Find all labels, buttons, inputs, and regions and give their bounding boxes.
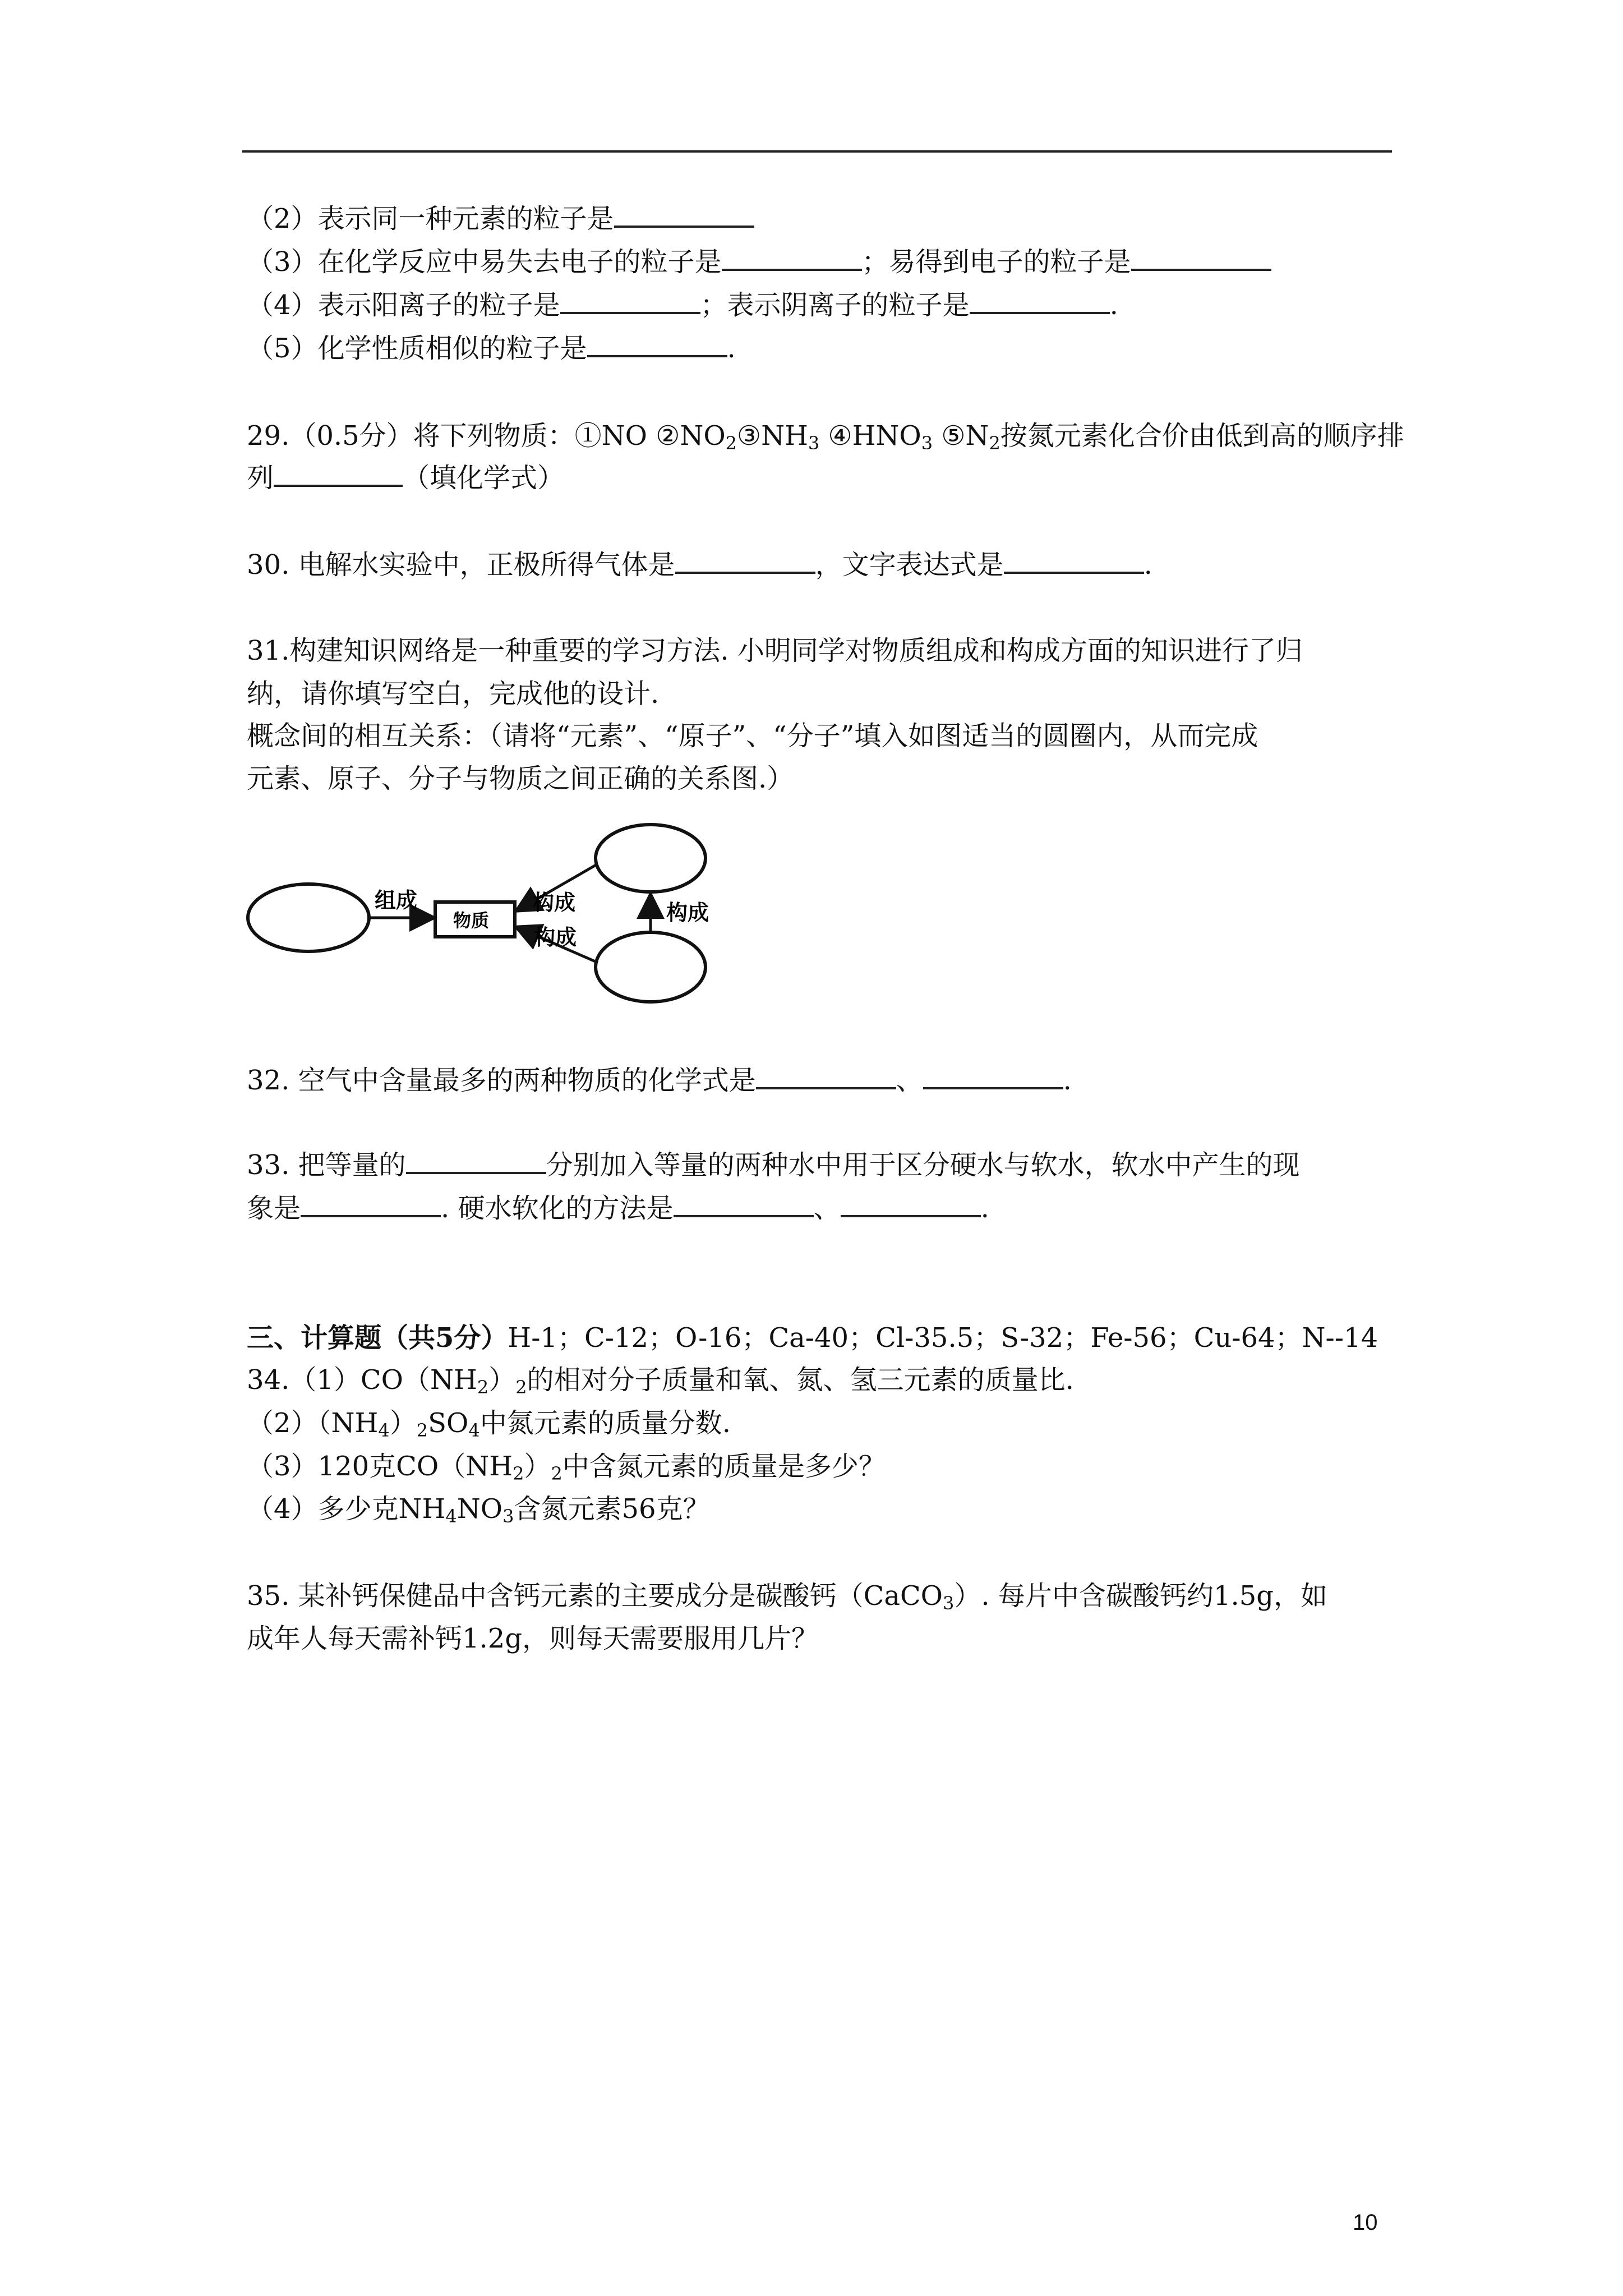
q28-part2: （2）表示同一种元素的粒子是 (247, 202, 754, 236)
answer-blank[interactable] (756, 1065, 896, 1089)
q34-part2: $(2)(NH_4)_2SO_4$中氮元素的质量分数. (247, 1407, 731, 1441)
answer-blank[interactable] (274, 462, 403, 487)
answer-blank[interactable] (587, 333, 727, 357)
answer-blank[interactable] (841, 1193, 981, 1217)
q28-part4: （4）表示阳离子的粒子是 ；表示阴离子的粒子是 . (247, 289, 1118, 321)
section3-heading: 三、计算题（共5分）H-1；C-12；O-16；Ca-40；Cl-35.5；S-32；Fe-56；Cu-64；N--14 (247, 1322, 1378, 1354)
blank-circle-bottom-right[interactable] (596, 932, 706, 1002)
q35-line1: 35. 某补钙保健品中含钙元素的主要成分是碳酸钙（CaCO$_3$）. 每片中含碳酸钙约1.5g，如 (247, 1580, 1327, 1614)
q34-part4: （4）多少克$NH_4NO_3$含氮元素56克？ (247, 1493, 710, 1527)
page-number: 10 (1353, 2210, 1378, 2235)
blank-circle-left[interactable] (248, 884, 369, 951)
answer-blank[interactable] (675, 549, 815, 574)
label-zucheng: 组成 (375, 888, 418, 913)
answer-blank[interactable] (614, 203, 754, 228)
q33-line2: 象是 . 硬水软化的方法是 、 . (247, 1193, 989, 1224)
q31-line4: 元素、原子、分子与物质之间正确的关系图.） (247, 763, 794, 794)
q30: 30. 电解水实验中，正极所得气体是 ，文字表达式是 . (247, 549, 1152, 581)
answer-blank[interactable] (970, 289, 1110, 314)
label-goucheng-bottom: 构成 (534, 925, 577, 950)
answer-blank[interactable] (1004, 549, 1144, 574)
answer-blank[interactable] (923, 1065, 1063, 1089)
q31-line2: 纳，请你填写空白，完成他的设计. (247, 678, 660, 710)
q29-line2: 列 （填化学式） (247, 462, 565, 494)
answer-blank[interactable] (301, 1193, 441, 1217)
label-goucheng-top: 构成 (533, 890, 576, 915)
answer-blank[interactable] (1131, 246, 1271, 271)
q31-line3: 概念间的相互关系：（请将“元素”、“原子”、“分子”填入如图适当的圆圈内，从而完成 (247, 720, 1258, 752)
q28-part5: （5）化学性质相似的粒子是 . (247, 333, 736, 364)
q28-part3: （3）在化学反应中易失去电子的粒子是 ；易得到电子的粒子是 (247, 245, 1271, 279)
label-goucheng-right: 构成 (666, 900, 709, 925)
q32: 32. 空气中含量最多的两种物质的化学式是 、 . (247, 1065, 1072, 1096)
q35-line2: 成年人每天需补钙1.2g，则每天需要服用几片？ (247, 1623, 819, 1654)
answer-blank[interactable] (406, 1149, 546, 1174)
q33-line1: 33. 把等量的 分别加入等量的两种水中用于区分硬水与软水，软水中产生的现 (247, 1149, 1300, 1181)
q34-part1: $34.(1)CO(NH_2)_2$的相对分子质量和氧、氮、氢三元素的质量比. (247, 1364, 1074, 1398)
answer-blank[interactable] (722, 246, 862, 271)
header-rule (242, 150, 1392, 153)
label-wuzhi: 物质 (453, 910, 490, 931)
concept-diagram (241, 808, 735, 1010)
answer-blank[interactable] (560, 289, 700, 314)
answer-blank[interactable] (674, 1193, 814, 1217)
q31-line1: 31.构建知识网络是一种重要的学习方法. 小明同学对物质组成和构成方面的知识进行了归 (247, 635, 1303, 666)
q34-part3: （3）120克$CO(NH_2)_2$中含氮元素的质量是多少？ (247, 1451, 886, 1484)
q29-line1: 29.（0.5分）将下列物质：①NO $②NO_2③NH_3$ $④HNO_3$ $⑤N_2$按氮元素化合价由低到高的顺序排 (247, 420, 1404, 454)
blank-circle-top-right[interactable] (596, 825, 706, 892)
